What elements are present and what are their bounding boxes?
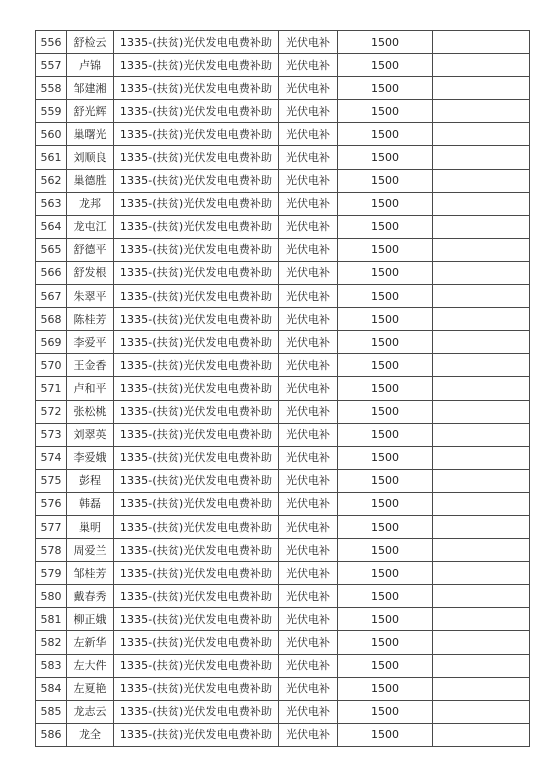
note-cell [433,539,530,562]
row-number-cell: 582 [36,631,67,654]
note-cell [433,238,530,261]
name-cell: 舒检云 [67,31,114,54]
table-row [36,100,530,123]
subsidy-item-cell: 1335-(扶贫)光伏发电电费补助 [114,146,279,169]
subsidy-item-cell: 1335-(扶贫)光伏发电电费补助 [114,723,279,746]
note-cell [433,54,530,77]
table-row [36,446,530,469]
subsidy-type-cell: 光伏电补 [279,400,338,423]
note-cell [433,400,530,423]
subsidy-type-cell: 光伏电补 [279,54,338,77]
amount-cell: 1500 [338,700,433,723]
table-row [36,723,530,746]
amount-cell: 1500 [338,423,433,446]
note-cell [433,308,530,331]
row-number-cell: 570 [36,354,67,377]
name-cell: 左大件 [67,654,114,677]
name-cell: 舒发根 [67,261,114,284]
table-row [36,631,530,654]
row-number-cell: 564 [36,215,67,238]
amount-cell: 1500 [338,377,433,400]
subsidy-item-cell: 1335-(扶贫)光伏发电电费补助 [114,31,279,54]
name-cell: 卢锦 [67,54,114,77]
subsidy-item-cell: 1335-(扶贫)光伏发电电费补助 [114,261,279,284]
table-row [36,238,530,261]
note-cell [433,31,530,54]
note-cell [433,377,530,400]
amount-cell: 1500 [338,677,433,700]
name-cell: 左夏艳 [67,677,114,700]
name-cell: 左新华 [67,631,114,654]
note-cell [433,331,530,354]
name-cell: 邹建湘 [67,77,114,100]
note-cell [433,469,530,492]
subsidy-item-cell: 1335-(扶贫)光伏发电电费补助 [114,585,279,608]
subsidy-item-cell: 1335-(扶贫)光伏发电电费补助 [114,654,279,677]
table-row [36,77,530,100]
note-cell [433,446,530,469]
amount-cell: 1500 [338,331,433,354]
note-cell [433,631,530,654]
amount-cell: 1500 [338,654,433,677]
name-cell: 刘顺良 [67,146,114,169]
subsidy-type-cell: 光伏电补 [279,123,338,146]
row-number-cell: 580 [36,585,67,608]
subsidy-type-cell: 光伏电补 [279,100,338,123]
subsidy-type-cell: 光伏电补 [279,308,338,331]
name-cell: 李爱娥 [67,446,114,469]
subsidy-type-cell: 光伏电补 [279,238,338,261]
amount-cell: 1500 [338,261,433,284]
subsidy-type-cell: 光伏电补 [279,515,338,538]
name-cell: 陈桂芳 [67,308,114,331]
subsidy-table [35,30,530,747]
subsidy-type-cell: 光伏电补 [279,608,338,631]
name-cell: 戴春秀 [67,585,114,608]
amount-cell: 1500 [338,723,433,746]
table-row [36,677,530,700]
subsidy-item-cell: 1335-(扶贫)光伏发电电费补助 [114,354,279,377]
amount-cell: 1500 [338,539,433,562]
name-cell: 周爱兰 [67,539,114,562]
row-number-cell: 574 [36,446,67,469]
note-cell [433,100,530,123]
name-cell: 龙屯江 [67,215,114,238]
row-number-cell: 584 [36,677,67,700]
note-cell [433,146,530,169]
row-number-cell: 585 [36,700,67,723]
subsidy-type-cell: 光伏电补 [279,146,338,169]
note-cell [433,354,530,377]
subsidy-type-cell: 光伏电补 [279,31,338,54]
amount-cell: 1500 [338,169,433,192]
subsidy-item-cell: 1335-(扶贫)光伏发电电费补助 [114,331,279,354]
subsidy-item-cell: 1335-(扶贫)光伏发电电费补助 [114,169,279,192]
name-cell: 邹桂芳 [67,562,114,585]
subsidy-type-cell: 光伏电补 [279,492,338,515]
name-cell: 韩磊 [67,492,114,515]
row-number-cell: 568 [36,308,67,331]
name-cell: 龙邦 [67,192,114,215]
row-number-cell: 583 [36,654,67,677]
note-cell [433,215,530,238]
subsidy-type-cell: 光伏电补 [279,285,338,308]
subsidy-item-cell: 1335-(扶贫)光伏发电电费补助 [114,285,279,308]
name-cell: 巢明 [67,515,114,538]
amount-cell: 1500 [338,585,433,608]
subsidy-item-cell: 1335-(扶贫)光伏发电电费补助 [114,123,279,146]
subsidy-item-cell: 1335-(扶贫)光伏发电电费补助 [114,308,279,331]
row-number-cell: 565 [36,238,67,261]
row-number-cell: 566 [36,261,67,284]
note-cell [433,492,530,515]
amount-cell: 1500 [338,31,433,54]
row-number-cell: 586 [36,723,67,746]
table-row [36,31,530,54]
subsidy-item-cell: 1335-(扶贫)光伏发电电费补助 [114,631,279,654]
amount-cell: 1500 [338,308,433,331]
row-number-cell: 579 [36,562,67,585]
table-row [36,285,530,308]
subsidy-item-cell: 1335-(扶贫)光伏发电电费补助 [114,192,279,215]
note-cell [433,261,530,284]
note-cell [433,654,530,677]
subsidy-item-cell: 1335-(扶贫)光伏发电电费补助 [114,423,279,446]
subsidy-type-cell: 光伏电补 [279,261,338,284]
table-row [36,146,530,169]
table-row [36,608,530,631]
subsidy-item-cell: 1335-(扶贫)光伏发电电费补助 [114,100,279,123]
row-number-cell: 577 [36,515,67,538]
subsidy-type-cell: 光伏电补 [279,539,338,562]
amount-cell: 1500 [338,285,433,308]
subsidy-item-cell: 1335-(扶贫)光伏发电电费补助 [114,238,279,261]
subsidy-item-cell: 1335-(扶贫)光伏发电电费补助 [114,700,279,723]
note-cell [433,423,530,446]
subsidy-type-cell: 光伏电补 [279,331,338,354]
table-row [36,354,530,377]
subsidy-item-cell: 1335-(扶贫)光伏发电电费补助 [114,54,279,77]
name-cell: 彭程 [67,469,114,492]
note-cell [433,608,530,631]
subsidy-type-cell: 光伏电补 [279,215,338,238]
note-cell [433,562,530,585]
amount-cell: 1500 [338,515,433,538]
subsidy-item-cell: 1335-(扶贫)光伏发电电费补助 [114,515,279,538]
amount-cell: 1500 [338,77,433,100]
subsidy-type-cell: 光伏电补 [279,631,338,654]
subsidy-type-cell: 光伏电补 [279,446,338,469]
subsidy-item-cell: 1335-(扶贫)光伏发电电费补助 [114,677,279,700]
table-row [36,585,530,608]
row-number-cell: 575 [36,469,67,492]
subsidy-type-cell: 光伏电补 [279,585,338,608]
table-row [36,331,530,354]
amount-cell: 1500 [338,123,433,146]
name-cell: 龙志云 [67,700,114,723]
name-cell: 卢和平 [67,377,114,400]
subsidy-item-cell: 1335-(扶贫)光伏发电电费补助 [114,539,279,562]
row-number-cell: 569 [36,331,67,354]
note-cell [433,192,530,215]
subsidy-type-cell: 光伏电补 [279,354,338,377]
name-cell: 李爱平 [67,331,114,354]
row-number-cell: 559 [36,100,67,123]
table-row [36,469,530,492]
subsidy-item-cell: 1335-(扶贫)光伏发电电费补助 [114,562,279,585]
name-cell: 张松桃 [67,400,114,423]
note-cell [433,77,530,100]
note-cell [433,169,530,192]
subsidy-type-cell: 光伏电补 [279,677,338,700]
subsidy-type-cell: 光伏电补 [279,77,338,100]
name-cell: 柳正娥 [67,608,114,631]
name-cell: 舒光辉 [67,100,114,123]
subsidy-item-cell: 1335-(扶贫)光伏发电电费补助 [114,469,279,492]
subsidy-type-cell: 光伏电补 [279,469,338,492]
subsidy-type-cell: 光伏电补 [279,700,338,723]
note-cell [433,123,530,146]
name-cell: 龙全 [67,723,114,746]
amount-cell: 1500 [338,238,433,261]
row-number-cell: 571 [36,377,67,400]
row-number-cell: 557 [36,54,67,77]
note-cell [433,700,530,723]
amount-cell: 1500 [338,400,433,423]
subsidy-type-cell: 光伏电补 [279,377,338,400]
row-number-cell: 562 [36,169,67,192]
subsidy-item-cell: 1335-(扶贫)光伏发电电费补助 [114,77,279,100]
amount-cell: 1500 [338,100,433,123]
amount-cell: 1500 [338,446,433,469]
amount-cell: 1500 [338,146,433,169]
amount-cell: 1500 [338,492,433,515]
amount-cell: 1500 [338,215,433,238]
table-row [36,654,530,677]
row-number-cell: 561 [36,146,67,169]
table-row [36,562,530,585]
note-cell [433,285,530,308]
row-number-cell: 581 [36,608,67,631]
subsidy-type-cell: 光伏电补 [279,562,338,585]
subsidy-type-cell: 光伏电补 [279,723,338,746]
row-number-cell: 563 [36,192,67,215]
row-number-cell: 567 [36,285,67,308]
table-row [36,423,530,446]
subsidy-item-cell: 1335-(扶贫)光伏发电电费补助 [114,608,279,631]
note-cell [433,585,530,608]
table-row [36,192,530,215]
amount-cell: 1500 [338,192,433,215]
subsidy-item-cell: 1335-(扶贫)光伏发电电费补助 [114,400,279,423]
subsidy-item-cell: 1335-(扶贫)光伏发电电费补助 [114,492,279,515]
table-row [36,308,530,331]
row-number-cell: 573 [36,423,67,446]
table-row [36,169,530,192]
amount-cell: 1500 [338,469,433,492]
amount-cell: 1500 [338,354,433,377]
subsidy-item-cell: 1335-(扶贫)光伏发电电费补助 [114,446,279,469]
row-number-cell: 576 [36,492,67,515]
table-row [36,515,530,538]
subsidy-type-cell: 光伏电补 [279,654,338,677]
table-row [36,215,530,238]
table-body [36,31,530,747]
table-row [36,377,530,400]
amount-cell: 1500 [338,54,433,77]
name-cell: 巢曙光 [67,123,114,146]
table-row [36,492,530,515]
table-row [36,539,530,562]
table-row [36,700,530,723]
row-number-cell: 558 [36,77,67,100]
table-row [36,400,530,423]
name-cell: 刘翠英 [67,423,114,446]
amount-cell: 1500 [338,608,433,631]
subsidy-item-cell: 1335-(扶贫)光伏发电电费补助 [114,377,279,400]
row-number-cell: 578 [36,539,67,562]
table-row [36,123,530,146]
row-number-cell: 572 [36,400,67,423]
amount-cell: 1500 [338,562,433,585]
subsidy-type-cell: 光伏电补 [279,169,338,192]
subsidy-item-cell: 1335-(扶贫)光伏发电电费补助 [114,215,279,238]
name-cell: 朱翠平 [67,285,114,308]
row-number-cell: 556 [36,31,67,54]
amount-cell: 1500 [338,631,433,654]
subsidy-type-cell: 光伏电补 [279,423,338,446]
table-row [36,54,530,77]
note-cell [433,677,530,700]
name-cell: 巢德胜 [67,169,114,192]
subsidy-type-cell: 光伏电补 [279,192,338,215]
row-number-cell: 560 [36,123,67,146]
table-row [36,261,530,284]
note-cell [433,723,530,746]
name-cell: 王金香 [67,354,114,377]
name-cell: 舒德平 [67,238,114,261]
note-cell [433,515,530,538]
